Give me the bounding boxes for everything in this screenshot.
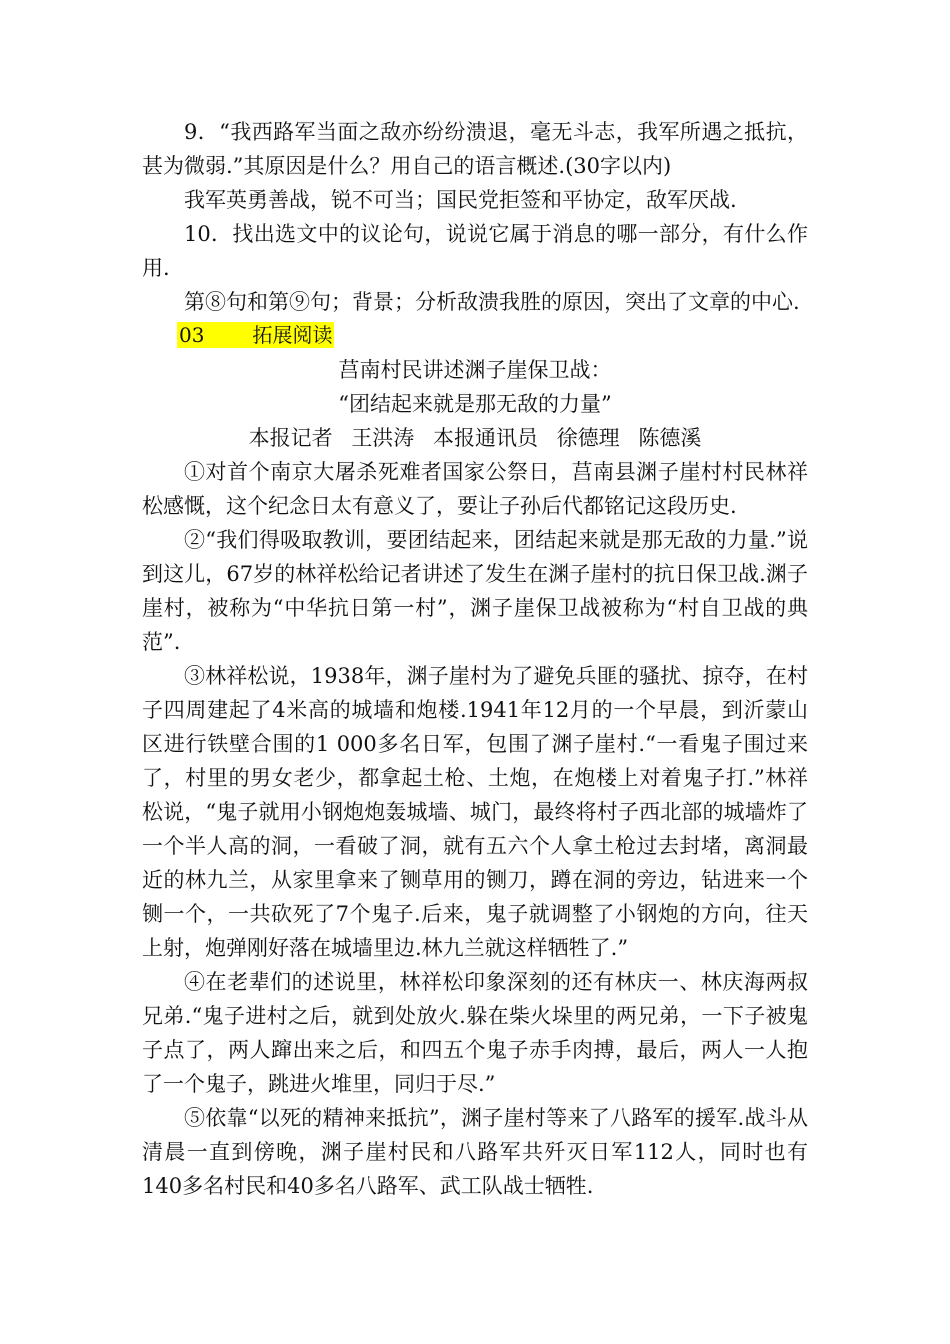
section-heading-row [142,321,808,353]
article-paragraph-1: ①对首个南京大屠杀死难者国家公祭日，莒南县渊子崖村村民林祥松感慨，这个纪念日太有意义了，要让子孙后代都铭记这段历史. [142,460,808,518]
article-paragraph-2: ②“我们得吸取教训，要团结起来，团结起来就是那无敌的力量.”说到这儿，67岁的林祥松给记者讲述了发生在渊子崖村的抗日保卫战.渊子崖村，被称为“中华抗日第一村”，渊子崖保卫战被称为“村自卫战的典范”. [142,528,808,654]
byline-role-correspondent: 本报通讯员 [433,426,538,450]
byline-name-correspondent-1: 徐德理 [556,426,620,450]
answer-10: 第⑧句和第⑨句；背景；分析敌溃我胜的原因，突出了文章的中心. [184,290,800,314]
question-9: 9．“我西路军当面之敌亦纷纷溃退，毫无斗志，我军所遇之抵抗，甚为微弱.”其原因是什么？用自己的语言概述.(30字以内) [142,120,808,178]
article-paragraph-5: ⑤依靠“以死的精神来抵抗”，渊子崖村等来了八路军的援军.战斗从清晨一直到傍晚，渊子崖村民和八路军共歼灭日军112人，同时也有140多名村民和40多名八路军、武工队战士牺牲. [142,1106,808,1198]
article-title-line-2: “团结起来就是那无敌的力量” [338,392,612,416]
article-paragraph-3: ③林祥松说，1938年，渊子崖村为了避免兵匪的骚扰、掠夺，在村子四周建起了4米高的城墙和炮楼.1941年12月的一个早晨，到沂蒙山区进行铁壁合围的1 000多名日军，包围了渊子崖村.“一看鬼子围过来了，村里的男女老少，都拿起土枪、土炮，在炮楼上对着鬼子打.”林祥松说，“鬼子就用小钢炮炮轰城墙、城门，最终将村子西北部的城墙炸了一个半人高的洞，一看破了洞，就有五六个人拿土枪过去封堵，离洞最近的林九兰，从家里拿来了铡草用的铡刀，蹲在洞的旁边，钻进来一个铡一个，一共砍死了7个鬼子.后来，鬼子就调整了小钢炮的方向，往天上射，炮弹刚好落在城墙里边.林九兰就这样牺牲了.” [142,664,808,960]
byline-name-reporter: 王洪涛 [351,426,415,450]
section-number: 03 [179,323,205,347]
section-title: 拓展阅读 [252,323,333,347]
byline-name-correspondent-2: 陈德溪 [638,426,702,450]
answer-9: 我军英勇善战，锐不可当；国民党拒签和平协定，敌军厌战. [184,188,737,212]
question-10: 10．找出选文中的议论句，说说它属于消息的哪一部分，有什么作用. [142,222,808,280]
article-title-line-1: 莒南村民讲述渊子崖保卫战： [338,358,612,382]
article-byline [142,421,808,455]
byline-role-reporter: 本报记者 [248,426,333,450]
section-heading [177,322,334,348]
article-paragraph-4: ④在老辈们的述说里，林祥松印象深刻的还有林庆一、林庆海两叔兄弟.“鬼子进村之后，就到处放火.躲在柴火垛里的两兄弟，一下子被鬼子点了，两人蹿出来之后，和四五个鬼子赤手肉搏，最后，两人一人抱了一个鬼子，跳进火堆里，同归于尽.” [142,970,808,1096]
